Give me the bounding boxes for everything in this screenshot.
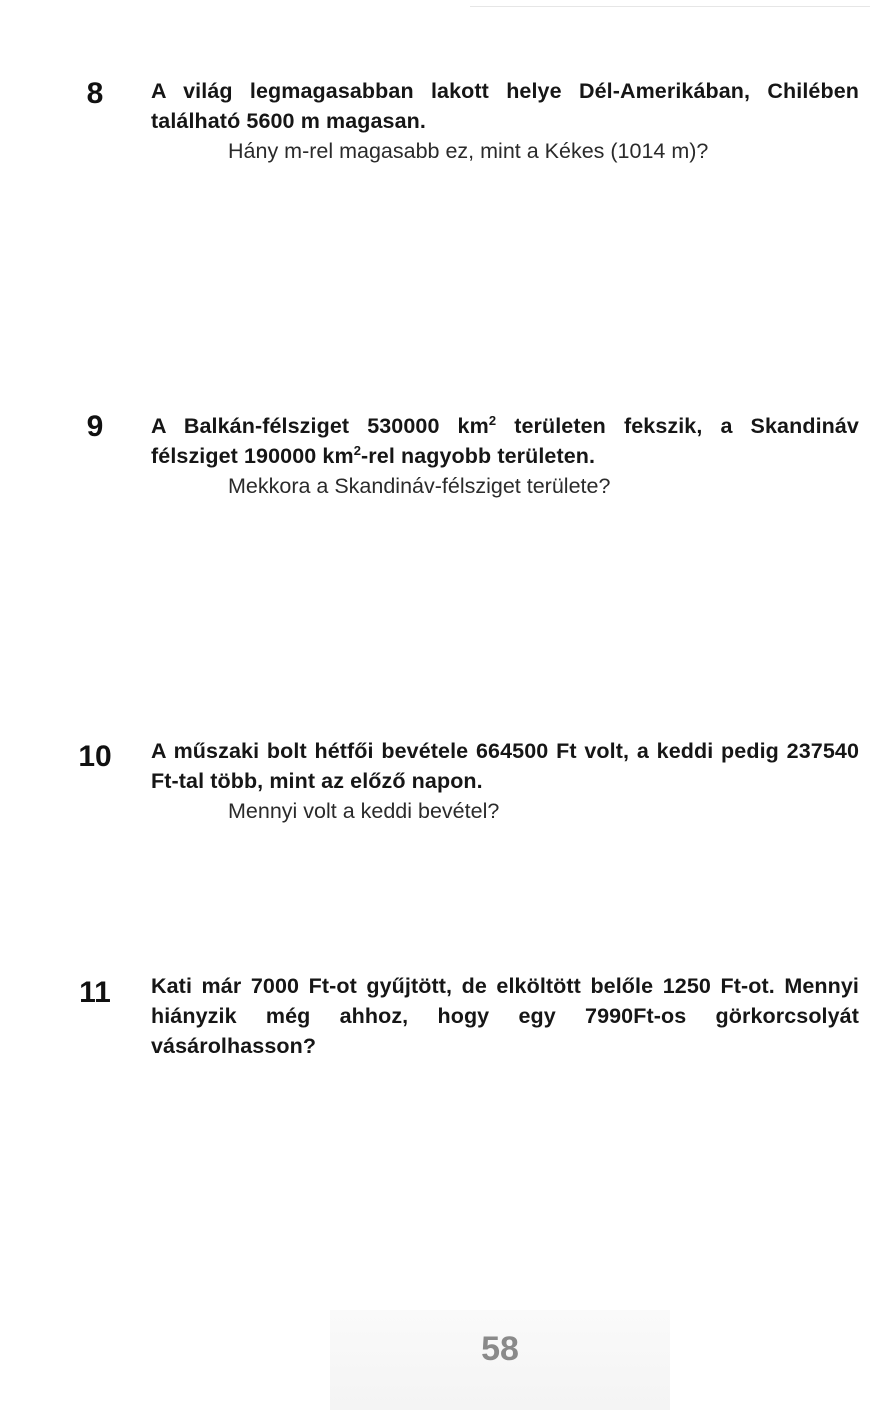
statement-text: Ft volt, a keddi pedig (548, 739, 787, 763)
statement-value: 1250 (662, 974, 711, 998)
problem-number: 8 (86, 77, 104, 110)
statement-text: km (316, 444, 354, 468)
statement-text: A Balkán-félsziget (151, 414, 368, 438)
statement-text: Kati már (151, 974, 251, 998)
statement-value: 237540 (786, 739, 860, 763)
statement-value: 530000 (367, 414, 440, 438)
problem-statement (151, 971, 859, 1061)
problem-statement (151, 411, 859, 471)
problem-number: 11 (79, 976, 111, 1009)
statement-value: 5600 (246, 109, 295, 133)
problem-question: Mennyi volt a keddi bevétel? (228, 799, 500, 823)
problem-number: 9 (86, 410, 104, 443)
problem-question: Mekkora a Skandináv-félsziget területe? (228, 474, 611, 498)
statement-text: Ft-os görkorcsolyát vásárolhasson? (151, 1004, 859, 1058)
page-number: 58 (481, 1330, 519, 1368)
statement-value: 7000 (250, 974, 300, 998)
superscript: 2 (488, 413, 497, 428)
statement-text: A világ legmagasabban lakott helye Dél-Amerikában, Chilében található (151, 79, 859, 133)
problem-11 (151, 971, 859, 1061)
statement-text: területen fekszik, a Skandináv félsziget (151, 414, 859, 468)
statement-text: A műszaki bolt hétfői bevétele (151, 739, 476, 763)
statement-text: km (439, 414, 489, 438)
problem-statement (151, 736, 859, 796)
statement-text: Ft-tal több, mint az előző napon. (151, 769, 483, 793)
problem-8 (151, 76, 859, 166)
statement-value: 190000 (244, 444, 317, 468)
statement-text: m magasan. (294, 109, 426, 133)
problem-statement (151, 76, 859, 136)
statement-text: Ft-ot. Mennyi hiányzik még ahhoz, hogy egy (151, 974, 859, 1028)
statement-value: 664500 (475, 739, 549, 763)
problem-question: Hány m-rel magasabb ez, mint a Kékes (1014 m)? (228, 139, 709, 163)
statement-value: 7990 (585, 1004, 634, 1028)
statement-text: -rel nagyobb területen. (361, 444, 596, 468)
superscript: 2 (353, 443, 362, 458)
statement-text: Ft-ot gyűjtött, de elköltött belőle (299, 974, 663, 998)
problem-number: 10 (78, 740, 112, 773)
problem-10 (151, 736, 859, 826)
top-rule (470, 6, 870, 7)
problem-9 (151, 411, 859, 501)
